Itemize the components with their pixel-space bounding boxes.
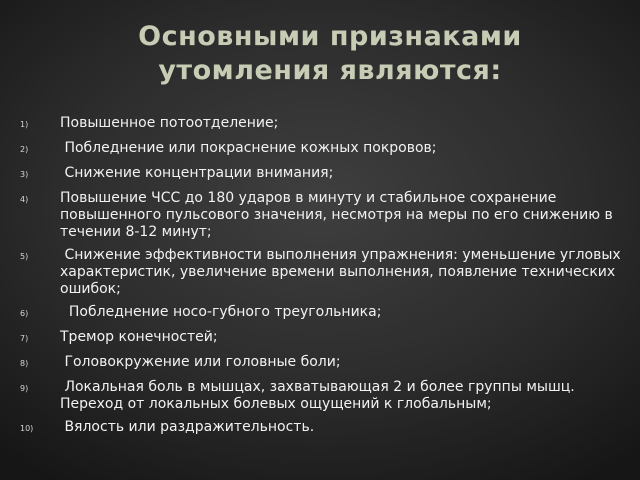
- list-item-number: 9): [20, 384, 29, 393]
- list-item-number: 5): [20, 252, 29, 261]
- list-item-number: 1): [20, 120, 29, 129]
- list-item: [20, 304, 625, 323]
- list-item-text: Побледнение или покраснение кожных покровов;: [60, 140, 437, 156]
- list-item-number: 8): [20, 359, 29, 368]
- list-item-text: Головокружение или головные боли;: [60, 354, 341, 370]
- list-item-text: Снижение эффективности выполнения упражнения: уменьшение угловых характеристик, увеличение времени выполнения, появление технических ошибок;: [60, 247, 626, 297]
- list-item: [20, 354, 625, 373]
- list-item-text: Снижение концентрации внимания;: [60, 165, 334, 181]
- list-item: [20, 419, 625, 438]
- list-item: [20, 329, 625, 348]
- list-item-number: 2): [20, 145, 29, 154]
- list-item-text: Побледнение носо-губного треугольника;: [60, 304, 382, 320]
- list-item: [20, 247, 625, 298]
- list-item-text: Вялость или раздражительность.: [60, 419, 315, 435]
- list-item-text: Повышенное потоотделение;: [60, 115, 279, 131]
- list-item: [20, 165, 625, 184]
- list-item-text: Локальная боль в мышцах, захватывающая 2 и более группы мышц. Переход от локальных болевых ощущений к глобальным;: [60, 379, 580, 412]
- list-item: [20, 140, 625, 159]
- list-item: [20, 379, 625, 413]
- slide-title: Основными признаками утомления являются:: [138, 21, 522, 86]
- list-item-number: 3): [20, 170, 29, 179]
- fatigue-signs-list: [20, 115, 625, 444]
- list-item-number: 7): [20, 334, 29, 343]
- list-item: [20, 115, 625, 134]
- list-item-number: 6): [20, 309, 29, 318]
- list-item: [20, 190, 625, 241]
- list-item-number: 10): [20, 424, 34, 433]
- list-item-number: 4): [20, 195, 29, 204]
- list-item-text: Повышение ЧСС до 180 ударов в минуту и стабильное сохранение повышенного пульсового значения, несмотря на меры по его снижению в течении 8-12 минут;: [60, 190, 618, 240]
- list-item-text: Тремор конечностей;: [60, 329, 218, 345]
